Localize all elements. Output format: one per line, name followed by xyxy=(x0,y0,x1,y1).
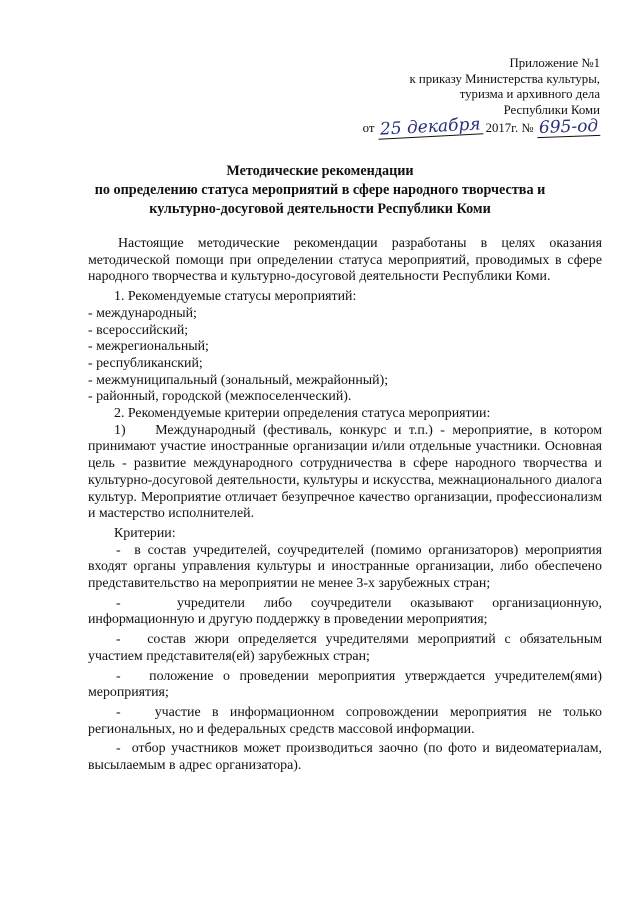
criteria-item: - в состав учредителей, соучредителей (помимо организаторов) мероприятия входят органы управления культуры и иностранные организации, либо обеспечено представительство на мероприятии не менее 3-х зарубежных стран; xyxy=(88,542,602,592)
appendix-ministry-line: туризма и архивного дела xyxy=(459,87,600,101)
status-item: - межрегиональный; xyxy=(88,339,209,355)
status-item: - всероссийский; xyxy=(88,322,189,338)
appendix-republic-line: Республики Коми xyxy=(503,102,600,117)
criteria-item: - учредители либо соучредители оказывают организационную, информационную и другую поддержку в проведении мероприятия; xyxy=(88,595,602,628)
handwritten-date: 25 декабря xyxy=(379,114,481,140)
date-prefix: от xyxy=(362,121,375,135)
criteria-item: - участие в информационном сопровождении мероприятия не только региональных, но и федеральных средств массовой информации. xyxy=(88,704,602,737)
order-date-line xyxy=(340,114,600,140)
status-item: - республиканский; xyxy=(88,355,203,371)
criteria-item: - положение о проведении мероприятия утверждается учредителем(ями) мероприятия; xyxy=(88,668,602,701)
status-item: - межмуниципальный (зональный, межрайонный); xyxy=(88,372,389,388)
appendix-order-line: к приказу Министерства культуры, xyxy=(409,71,600,86)
document-body xyxy=(88,236,602,775)
title-line-2: по определению статуса мероприятий в сфере народного творчества и xyxy=(94,182,546,198)
criteria-item: - состав жюри определяется учредителями мероприятий с обязательным участием представителя(ей) зарубежных стран; xyxy=(88,632,602,664)
document-title xyxy=(0,162,640,219)
date-year: 2017г. № xyxy=(485,121,534,135)
appendix-number: Приложение №1 xyxy=(509,56,600,70)
title-line-3: культурно-досуговой деятельности Республики Коми xyxy=(149,201,491,217)
international-status-paragraph: 1) Международный (фестиваль, конкурс и т.п.) - мероприятие, в котором принимают участие иностранные организации и/или отдельные участники. Основная цель - развитие международного сотрудничества в сфере народного творчества и культурно-досуговой деятельности, культуры и искусства, межнационального диалога культур. Мероприятие отличает безупречное качество организации, профессионализм и мастерство исполнителей. xyxy=(88,422,602,522)
status-item: - международный; xyxy=(88,305,197,321)
title-line-1: Методические рекомендации xyxy=(226,163,414,179)
status-item: - районный, городской (межпоселенческий). xyxy=(88,389,352,405)
appendix-header xyxy=(340,56,600,140)
section-1-heading: 1. Рекомендуемые статусы мероприятий: xyxy=(114,289,357,305)
handwritten-order-number: 695-од xyxy=(538,115,599,139)
criteria-item: - отбор участников может производиться заочно (по фото и видеоматериалам, высылаемым в адрес организатора). xyxy=(88,741,602,774)
section-2-heading: 2. Рекомендуемые критерии определения статуса мероприятии: xyxy=(114,406,491,422)
intro-paragraph: Настоящие методические рекомендации разработаны в целях оказания методической помощи при определении статуса мероприятий, проводимых в сфере народного творчества и культурно-досуговой деятельности Республики Коми. xyxy=(88,236,602,285)
criteria-heading: Критерии: xyxy=(114,525,176,541)
